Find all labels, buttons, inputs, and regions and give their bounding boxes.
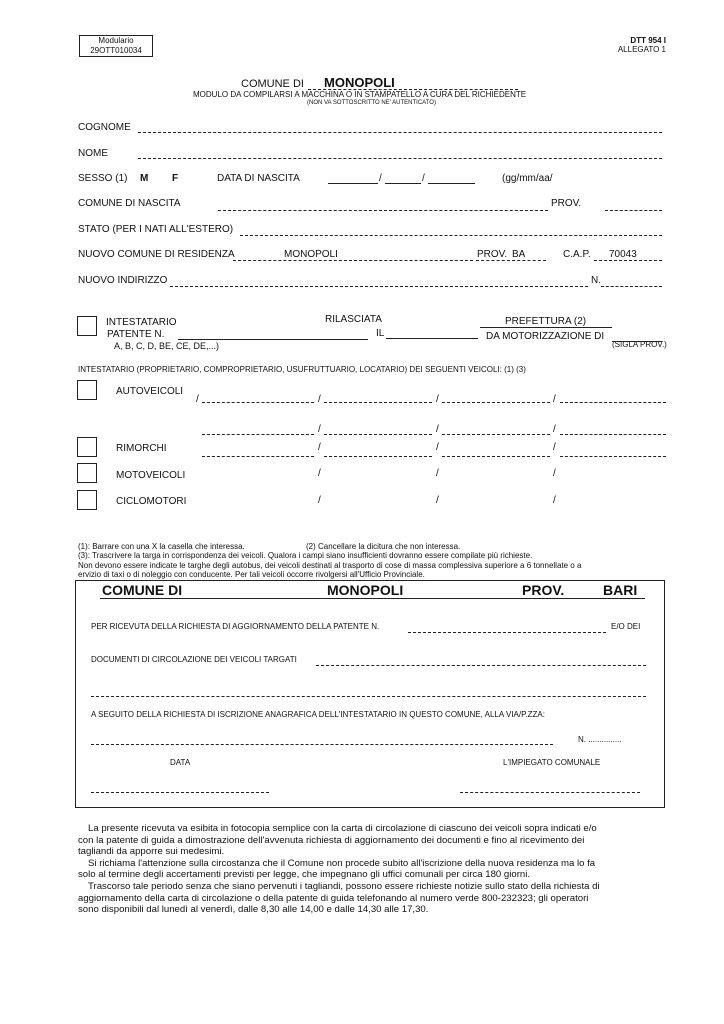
nuovo-comune-label: NUOVO COMUNE DI RESIDENZA [78, 249, 235, 260]
footer-p2b: solo al termine degli accertamenti previsti per legge, che impegnano gli uffici comunali per circa 180 giorni. [78, 869, 531, 881]
ricevuta-box [75, 580, 665, 808]
modulario-code: 29OTT010034 [90, 45, 142, 55]
ricevuta-comune-value: MONOPOLI [327, 582, 404, 598]
doc-code: DTT 954 I [630, 36, 666, 45]
ricevuta-targhe-field-2[interactable] [91, 696, 646, 697]
footer-p1b: con la patente di guida a dimostrazione dell'avvenuta richiesta di aggiornamento dei documenti e fino al ricevimento dei [78, 834, 585, 846]
note-4a: Non devono essere indicate le targhe degli autobus, dei veicoli destinati al trasporto di cose di massa complessiva superiore a 6 tonnellate o a [78, 561, 582, 570]
sigla-prov-label: (SIGLA PROV.) [612, 340, 667, 349]
footer-p1c: tagliandi da apporre sui medesimi. [78, 846, 225, 858]
motoveicoli-checkbox[interactable] [77, 463, 97, 483]
ricevuta-line3-label: A SEGUITO DELLA RICHIESTA DI ISCRIZIONE ANAGRAFICA DELL'INTESTATARIO IN QUESTO COMUNE, ALLA VIA/P.ZZA: [91, 710, 545, 719]
ricevuta-comune-label: COMUNE DI [102, 582, 183, 598]
il-label: IL [376, 328, 385, 339]
prefettura-line [480, 327, 612, 328]
plate-separator: / [436, 424, 439, 435]
plate-separator: / [318, 394, 321, 405]
plate-separator: / [318, 442, 321, 453]
date-separator: / [379, 173, 382, 184]
motorizzazione-option[interactable]: DA MOTORIZZAZIONE DI [486, 331, 605, 342]
plate-separator: / [318, 468, 321, 479]
intestatario-label: INTESTATARIO [106, 317, 177, 328]
footer-paragraphs [78, 823, 668, 916]
cap-field[interactable] [594, 260, 662, 261]
footer-p2a: Si richiama l'attenzione sulla circostanza che il Comune non procede subito all'iscrizione della nuova residenza ma lo fa [88, 857, 596, 869]
note-4b: ervizio di taxi o di noleggio con conducente. Per tali veicoli occorre rivolgersi all'Ufficio Provinciale. [78, 570, 425, 579]
cognome-label: COGNOME [78, 122, 131, 133]
autoveicoli-targa-5[interactable] [202, 434, 314, 435]
plate-separator: / [318, 424, 321, 435]
comune-nascita-field[interactable] [218, 210, 548, 211]
ciclomotori-checkbox[interactable] [77, 490, 97, 510]
categorie-label: A, B, C, D, BE, CE, DE,...) [114, 341, 220, 351]
allegato-label: ALLEGATO 1 [617, 45, 666, 54]
autoveicoli-label: AUTOVEICOLI [116, 386, 184, 397]
note-3: (3): Trascrivere la targa in corrispondenza dei veicoli. Qualora i campi siano insufficienti dovranno essere compilate più richieste. [78, 551, 533, 560]
ricevuta-line1-label: PER RICEVUTA DELLA RICHIESTA DI AGGIORNAMENTO DELLA PATENTE N. [91, 622, 380, 631]
plate-separator: / [436, 394, 439, 405]
ricevuta-data-field[interactable] [91, 792, 269, 793]
ricevuta-patente-field[interactable] [408, 632, 606, 633]
footer-p3a: Trascorso tale periodo senza che siano pervenuti i tagliandi, possono essere richieste notizie sullo stato della richiesta di [88, 880, 600, 892]
stato-field[interactable] [240, 235, 662, 236]
comune-value: MONOPOLI [324, 75, 395, 90]
plate-separator: / [436, 442, 439, 453]
form-subtitle: MODULO DA COMPILARSI A MACCHINA O IN STAMPATELLO A CURA DEL RICHIEDENTE [193, 90, 527, 99]
autoveicoli-targa-7[interactable] [442, 434, 550, 435]
ricevuta-prov-value: BARI [603, 582, 638, 598]
modulario-box [79, 35, 153, 57]
ricevuta-title-underline [100, 598, 645, 599]
plate-separator: / [196, 394, 199, 405]
ciclomotori-label: CICLOMOTORI [116, 496, 187, 507]
autoveicoli-targa-8[interactable] [560, 434, 666, 435]
cognome-field[interactable] [138, 132, 662, 133]
ricevuta-line2-label: DOCUMENTI DI CIRCOLAZIONE DEI VEICOLI TARGATI [91, 655, 297, 664]
sesso-f-option[interactable]: F [172, 173, 179, 184]
ricevuta-numero: N. ............... [578, 735, 622, 744]
rimorchi-targa-3[interactable] [442, 456, 550, 457]
modulario-label: Modulario [98, 36, 134, 45]
rimorchi-checkbox[interactable] [77, 437, 97, 457]
motoveicoli-label: MOTOVEICOLI [116, 470, 186, 481]
plate-separator: / [436, 468, 439, 479]
note-1: (1): Barrare con una X la casella che interessa. [78, 542, 245, 551]
autoveicoli-targa-1[interactable] [202, 402, 314, 403]
rimorchi-targa-1[interactable] [202, 456, 314, 457]
prov-residenza-label: PROV. [477, 249, 508, 260]
ricevuta-eo-dei: E/O DEI [611, 622, 641, 631]
date-separator: / [422, 173, 425, 184]
data-nascita-day[interactable] [328, 183, 378, 184]
autoveicoli-checkbox[interactable] [77, 380, 97, 400]
plate-separator: / [553, 394, 556, 405]
patente-numero-field[interactable] [178, 339, 368, 340]
sesso-m-option[interactable]: M [140, 173, 149, 184]
patente-n-label: PATENTE N. [107, 329, 165, 340]
prov-nascita-field[interactable] [605, 210, 662, 211]
nuovo-comune-value: MONOPOLI [284, 249, 338, 260]
footer-p3b: aggiornamento della carta di circolazione o della patente di guida telefonando al numero verde 800-232323; gli operatori [78, 892, 589, 904]
footer-p3c: sono disponibili dal lunedì al venerdì, dalle 8,30 alle 14,00 e dalle 14,30 alle 17,30. [78, 904, 429, 916]
prefettura-option[interactable]: PREFETTURA (2) [505, 316, 587, 327]
numero-civico-field[interactable] [601, 286, 662, 287]
footer-p1a: La presente ricevuta va esibita in fotocopia semplice con la carta di circolazione di ciascuno dei veicoli sopra indicati e/o [88, 823, 597, 834]
nome-field[interactable] [138, 158, 662, 159]
rimorchi-targa-2[interactable] [324, 456, 432, 457]
autoveicoli-targa-6[interactable] [324, 434, 432, 435]
plate-separator: / [553, 424, 556, 435]
autoveicoli-targa-3[interactable] [442, 402, 550, 403]
nome-label: NOME [78, 148, 108, 159]
note-2: (2) Cancellare la dicitura che non interessa. [306, 542, 461, 551]
cap-value: 70043 [609, 249, 637, 260]
plate-separator: / [553, 495, 556, 506]
rimorchi-label: RIMORCHI [116, 443, 167, 454]
sesso-label: SESSO (1) [78, 173, 128, 184]
prov-nascita-label: PROV. [551, 198, 582, 209]
data-nascita-month[interactable] [385, 183, 421, 184]
patente-checkbox[interactable] [77, 316, 97, 336]
ricevuta-targhe-field[interactable] [316, 665, 646, 666]
data-format-hint: (gg/mm/aa/ [502, 173, 553, 184]
prov-residenza-field[interactable] [476, 260, 546, 261]
data-nascita-label: DATA DI NASCITA [217, 173, 300, 184]
numero-civico-label: N. [591, 275, 601, 286]
prov-residenza-value: BA [512, 249, 526, 260]
nuovo-indirizzo-field[interactable] [170, 286, 588, 287]
ricevuta-indirizzo-field[interactable] [91, 744, 553, 745]
comune-label: COMUNE DI [241, 78, 304, 90]
ricevuta-firma-field[interactable] [460, 792, 640, 793]
comune-nascita-label: COMUNE DI NASCITA [78, 198, 181, 209]
autoveicoli-targa-2[interactable] [324, 402, 432, 403]
nuovo-indirizzo-label: NUOVO INDIRIZZO [78, 275, 168, 286]
rimorchi-targa-4[interactable] [560, 456, 666, 457]
ricevuta-prov-label: PROV. [522, 582, 565, 598]
rilascio-data-field[interactable] [386, 338, 478, 339]
autoveicoli-targa-4[interactable] [560, 402, 666, 403]
ricevuta-impiegato-label: L'IMPIEGATO COMUNALE [503, 758, 601, 767]
ricevuta-data-label: DATA [170, 758, 191, 767]
plate-separator: / [553, 468, 556, 479]
plate-separator: / [436, 495, 439, 506]
sigla-prov-line [612, 341, 662, 342]
data-nascita-year[interactable] [428, 183, 475, 184]
plate-separator: / [553, 442, 556, 453]
cap-label: C.A.P. [563, 249, 591, 260]
nuovo-comune-field[interactable] [233, 260, 473, 261]
form-subnote: (NON VA SOTTOSCRITTO NE' AUTENTICATO) [307, 100, 436, 106]
veicoli-intro: INTESTATARIO (PROPRIETARIO, COMPROPRIETARIO, USUFRUTTUARIO, LOCATARIO) DEI SEGUENTI VEICOLI: (1) (3) [78, 365, 526, 374]
stato-label: STATO (PER I NATI ALL'ESTERO) [78, 224, 234, 235]
rilasciata-label: RILASCIATA [325, 314, 382, 325]
plate-separator: / [318, 495, 321, 506]
